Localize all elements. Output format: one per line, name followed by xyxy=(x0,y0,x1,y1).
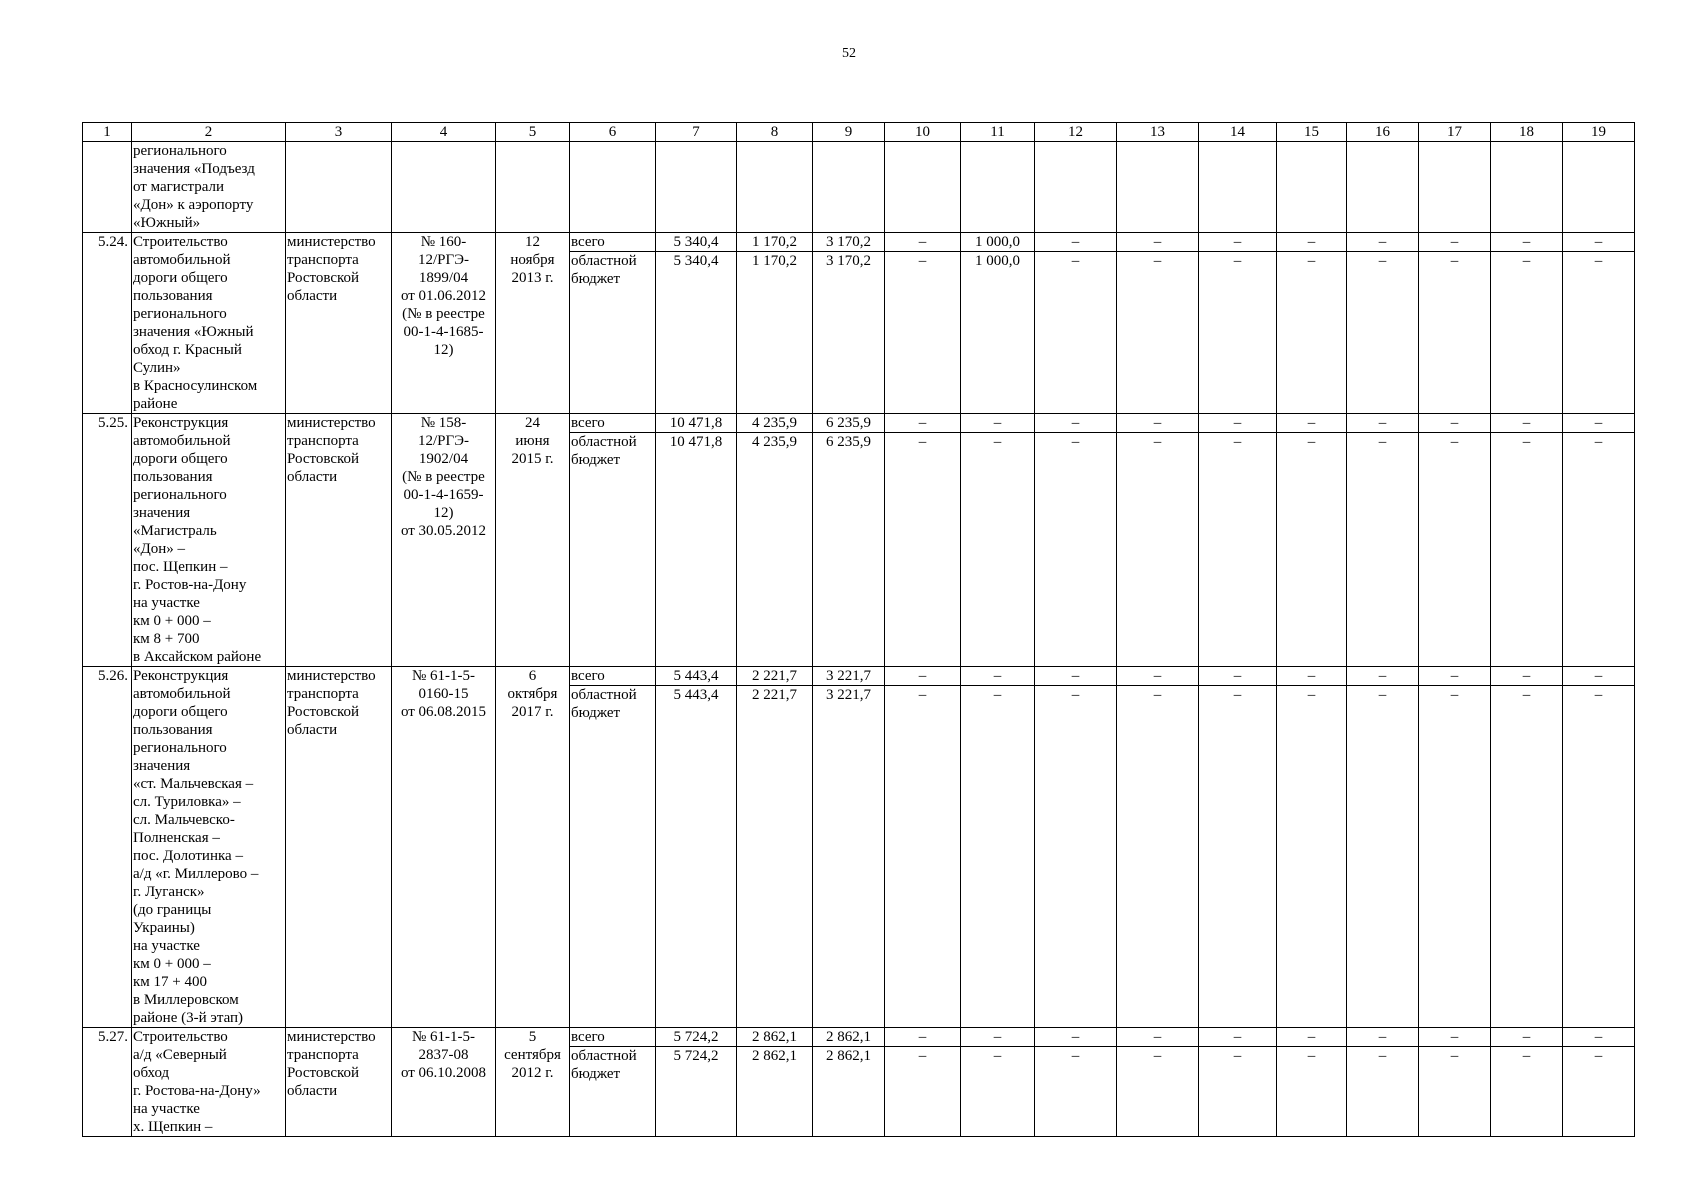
empty-cell xyxy=(392,142,496,233)
column-number-header: 1 xyxy=(83,123,132,142)
column-number-header: 17 xyxy=(1419,123,1491,142)
page-number: 52 xyxy=(842,46,856,61)
date-cell: 6 октября 2017 г. xyxy=(496,667,570,1028)
empty-cell xyxy=(1117,142,1199,233)
amount-cell: 1 000,0 xyxy=(961,233,1035,252)
empty-cell xyxy=(1035,142,1117,233)
amount-cell: 1 170,2 xyxy=(737,233,813,252)
column-number-header: 8 xyxy=(737,123,813,142)
table-row-total xyxy=(83,233,1635,252)
document-cell: № 61-1-5- 2837-08 от 06.10.2008 xyxy=(392,1028,496,1137)
table-row-total xyxy=(83,1028,1635,1047)
amount-cell: 5 340,4 xyxy=(656,233,737,252)
amount-cell: – xyxy=(1117,252,1199,414)
amount-cell: – xyxy=(1117,414,1199,433)
amount-cell: 2 221,7 xyxy=(737,686,813,1028)
amount-cell: – xyxy=(1035,433,1117,667)
amount-cell: – xyxy=(1563,1047,1635,1137)
amount-cell: – xyxy=(1347,1047,1419,1137)
row-number-cell: 5.27. xyxy=(83,1028,132,1137)
amount-cell: 3 170,2 xyxy=(813,252,885,414)
empty-cell xyxy=(1347,142,1419,233)
document-cell: № 61-1-5- 0160-15 от 06.08.2015 xyxy=(392,667,496,1028)
funding-source-budget-cell: областной бюджет xyxy=(570,252,656,414)
document-cell: № 158- 12/РГЭ- 1902/04 (№ в реестре 00-1-4-1659- 12) от 30.05.2012 xyxy=(392,414,496,667)
amount-cell: – xyxy=(885,233,961,252)
amount-cell: – xyxy=(885,433,961,667)
empty-cell xyxy=(885,142,961,233)
column-number-header: 9 xyxy=(813,123,885,142)
amount-cell: – xyxy=(1563,233,1635,252)
object-name-cell: Строительство а/д «Северный обход г. Ростова-на-Дону» на участке х. Щепкин – xyxy=(132,1028,286,1137)
customer-cell: министерство транспорта Ростовской области xyxy=(286,667,392,1028)
amount-cell: 6 235,9 xyxy=(813,433,885,667)
amount-cell: 5 340,4 xyxy=(656,252,737,414)
amount-cell: 1 170,2 xyxy=(737,252,813,414)
amount-cell: – xyxy=(1277,667,1347,686)
amount-cell: – xyxy=(1491,414,1563,433)
amount-cell: – xyxy=(1035,1028,1117,1047)
amount-cell: – xyxy=(961,686,1035,1028)
table-row-total xyxy=(83,667,1635,686)
amount-cell: – xyxy=(1199,252,1277,414)
column-number-header: 4 xyxy=(392,123,496,142)
customer-cell: министерство транспорта Ростовской области xyxy=(286,414,392,667)
amount-cell: – xyxy=(1563,686,1635,1028)
investment-table xyxy=(82,122,1635,1137)
date-cell: 24 июня 2015 г. xyxy=(496,414,570,667)
empty-cell xyxy=(737,142,813,233)
amount-cell: – xyxy=(961,667,1035,686)
amount-cell: – xyxy=(1199,1028,1277,1047)
column-number-header: 16 xyxy=(1347,123,1419,142)
amount-cell: – xyxy=(1347,252,1419,414)
amount-cell: 6 235,9 xyxy=(813,414,885,433)
empty-cell xyxy=(286,142,392,233)
object-name-cell: Реконструкция автомобильной дороги общего пользования регионального значения «ст. Мальчевская – сл. Туриловка» – сл. Мальчевско- Полненская – пос. Долотинка – а/д «г. Миллерово – г. Луганск» (до границы Украины) на участке км 0 + 000 – км 17 + 400 в Миллеровском районе (3-й этап) xyxy=(132,667,286,1028)
amount-cell: – xyxy=(1199,433,1277,667)
amount-cell: 3 221,7 xyxy=(813,686,885,1028)
amount-cell: – xyxy=(1035,686,1117,1028)
amount-cell: – xyxy=(1199,414,1277,433)
funding-source-total-cell: всего xyxy=(570,233,656,252)
amount-cell: – xyxy=(1491,233,1563,252)
amount-cell: 3 221,7 xyxy=(813,667,885,686)
column-number-header: 14 xyxy=(1199,123,1277,142)
amount-cell: – xyxy=(1419,1047,1491,1137)
amount-cell: – xyxy=(1199,686,1277,1028)
amount-cell: – xyxy=(1563,414,1635,433)
table-body xyxy=(83,123,1635,1137)
amount-cell: – xyxy=(1277,1028,1347,1047)
column-number-header: 13 xyxy=(1117,123,1199,142)
amount-cell: – xyxy=(1491,667,1563,686)
amount-cell: 1 000,0 xyxy=(961,252,1035,414)
empty-cell xyxy=(656,142,737,233)
row-number-cell: 5.24. xyxy=(83,233,132,414)
column-number-header: 3 xyxy=(286,123,392,142)
amount-cell: – xyxy=(1563,252,1635,414)
amount-cell: – xyxy=(1419,686,1491,1028)
row-number-cell xyxy=(83,142,132,233)
amount-cell: – xyxy=(1117,686,1199,1028)
amount-cell: 4 235,9 xyxy=(737,433,813,667)
column-number-header: 15 xyxy=(1277,123,1347,142)
table-row-total xyxy=(83,414,1635,433)
funding-source-total-cell: всего xyxy=(570,1028,656,1047)
amount-cell: – xyxy=(885,252,961,414)
amount-cell: 2 862,1 xyxy=(813,1047,885,1137)
amount-cell: – xyxy=(1035,414,1117,433)
amount-cell: – xyxy=(1419,667,1491,686)
column-number-header: 12 xyxy=(1035,123,1117,142)
amount-cell: 5 724,2 xyxy=(656,1047,737,1137)
column-number-header: 2 xyxy=(132,123,286,142)
funding-source-total-cell: всего xyxy=(570,414,656,433)
amount-cell: – xyxy=(1419,252,1491,414)
amount-cell: – xyxy=(1347,433,1419,667)
funding-source-budget-cell: областной бюджет xyxy=(570,1047,656,1137)
amount-cell: 2 862,1 xyxy=(737,1047,813,1137)
amount-cell: – xyxy=(1419,414,1491,433)
amount-cell: – xyxy=(1491,1047,1563,1137)
object-name-cell: регионального значения «Подъезд от магистрали «Дон» к аэропорту «Южный» xyxy=(132,142,286,233)
amount-cell: 2 862,1 xyxy=(813,1028,885,1047)
column-number-header: 11 xyxy=(961,123,1035,142)
amount-cell: – xyxy=(1277,433,1347,667)
amount-cell: – xyxy=(1419,1028,1491,1047)
amount-cell: – xyxy=(961,433,1035,667)
date-cell: 5 сентября 2012 г. xyxy=(496,1028,570,1137)
amount-cell: – xyxy=(1199,1047,1277,1137)
amount-cell: – xyxy=(1347,686,1419,1028)
row-number-cell: 5.25. xyxy=(83,414,132,667)
amount-cell: – xyxy=(1277,252,1347,414)
amount-cell: – xyxy=(1277,686,1347,1028)
empty-cell xyxy=(961,142,1035,233)
amount-cell: 4 235,9 xyxy=(737,414,813,433)
customer-cell: министерство транспорта Ростовской области xyxy=(286,233,392,414)
amount-cell: – xyxy=(1035,667,1117,686)
table-header-row xyxy=(83,123,1635,142)
empty-cell xyxy=(1491,142,1563,233)
amount-cell: – xyxy=(1117,233,1199,252)
amount-cell: – xyxy=(1277,233,1347,252)
funding-source-total-cell: всего xyxy=(570,667,656,686)
amount-cell: – xyxy=(1199,233,1277,252)
row-number-cell: 5.26. xyxy=(83,667,132,1028)
amount-cell: – xyxy=(1347,1028,1419,1047)
funding-source-budget-cell: областной бюджет xyxy=(570,686,656,1028)
amount-cell: – xyxy=(1035,233,1117,252)
amount-cell: – xyxy=(1117,1047,1199,1137)
amount-cell: 3 170,2 xyxy=(813,233,885,252)
amount-cell: – xyxy=(1347,233,1419,252)
amount-cell: – xyxy=(1347,667,1419,686)
empty-cell xyxy=(1563,142,1635,233)
amount-cell: – xyxy=(1491,1028,1563,1047)
amount-cell: – xyxy=(961,414,1035,433)
amount-cell: – xyxy=(1035,252,1117,414)
object-name-cell: Строительство автомобильной дороги общего пользования регионального значения «Южный обход г. Красный Сулин» в Красносулинском районе xyxy=(132,233,286,414)
amount-cell: – xyxy=(1117,1028,1199,1047)
amount-cell: 2 221,7 xyxy=(737,667,813,686)
amount-cell: 5 443,4 xyxy=(656,667,737,686)
amount-cell: – xyxy=(1117,433,1199,667)
column-number-header: 7 xyxy=(656,123,737,142)
amount-cell: 10 471,8 xyxy=(656,414,737,433)
amount-cell: – xyxy=(1277,414,1347,433)
amount-cell: – xyxy=(885,414,961,433)
document-cell: № 160- 12/РГЭ- 1899/04 от 01.06.2012 (№ в реестре 00-1-4-1685- 12) xyxy=(392,233,496,414)
amount-cell: – xyxy=(1419,433,1491,667)
amount-cell: 5 724,2 xyxy=(656,1028,737,1047)
amount-cell: – xyxy=(1563,1028,1635,1047)
amount-cell: – xyxy=(885,686,961,1028)
amount-cell: – xyxy=(1419,233,1491,252)
funding-source-budget-cell: областной бюджет xyxy=(570,433,656,667)
amount-cell: – xyxy=(1035,1047,1117,1137)
amount-cell: – xyxy=(961,1047,1035,1137)
amount-cell: 5 443,4 xyxy=(656,686,737,1028)
amount-cell: 10 471,8 xyxy=(656,433,737,667)
column-number-header: 6 xyxy=(570,123,656,142)
date-cell: 12 ноября 2013 г. xyxy=(496,233,570,414)
amount-cell: – xyxy=(1491,686,1563,1028)
amount-cell: – xyxy=(1117,667,1199,686)
amount-cell: – xyxy=(1277,1047,1347,1137)
table-row-continuation xyxy=(83,142,1635,233)
amount-cell: – xyxy=(1491,433,1563,667)
column-number-header: 5 xyxy=(496,123,570,142)
object-name-cell: Реконструкция автомобильной дороги общего пользования регионального значения «Магистраль «Дон» – пос. Щепкин – г. Ростов-на-Дону на участке км 0 + 000 – км 8 + 700 в Аксайском районе xyxy=(132,414,286,667)
amount-cell: – xyxy=(1199,667,1277,686)
amount-cell: 2 862,1 xyxy=(737,1028,813,1047)
column-number-header: 18 xyxy=(1491,123,1563,142)
empty-cell xyxy=(1277,142,1347,233)
amount-cell: – xyxy=(1563,667,1635,686)
empty-cell xyxy=(1419,142,1491,233)
customer-cell: министерство транспорта Ростовской области xyxy=(286,1028,392,1137)
amount-cell: – xyxy=(1563,433,1635,667)
amount-cell: – xyxy=(1347,414,1419,433)
column-number-header: 10 xyxy=(885,123,961,142)
empty-cell xyxy=(1199,142,1277,233)
amount-cell: – xyxy=(885,667,961,686)
empty-cell xyxy=(813,142,885,233)
empty-cell xyxy=(570,142,656,233)
column-number-header: 19 xyxy=(1563,123,1635,142)
empty-cell xyxy=(496,142,570,233)
amount-cell: – xyxy=(1491,252,1563,414)
amount-cell: – xyxy=(885,1047,961,1137)
amount-cell: – xyxy=(961,1028,1035,1047)
amount-cell: – xyxy=(885,1028,961,1047)
